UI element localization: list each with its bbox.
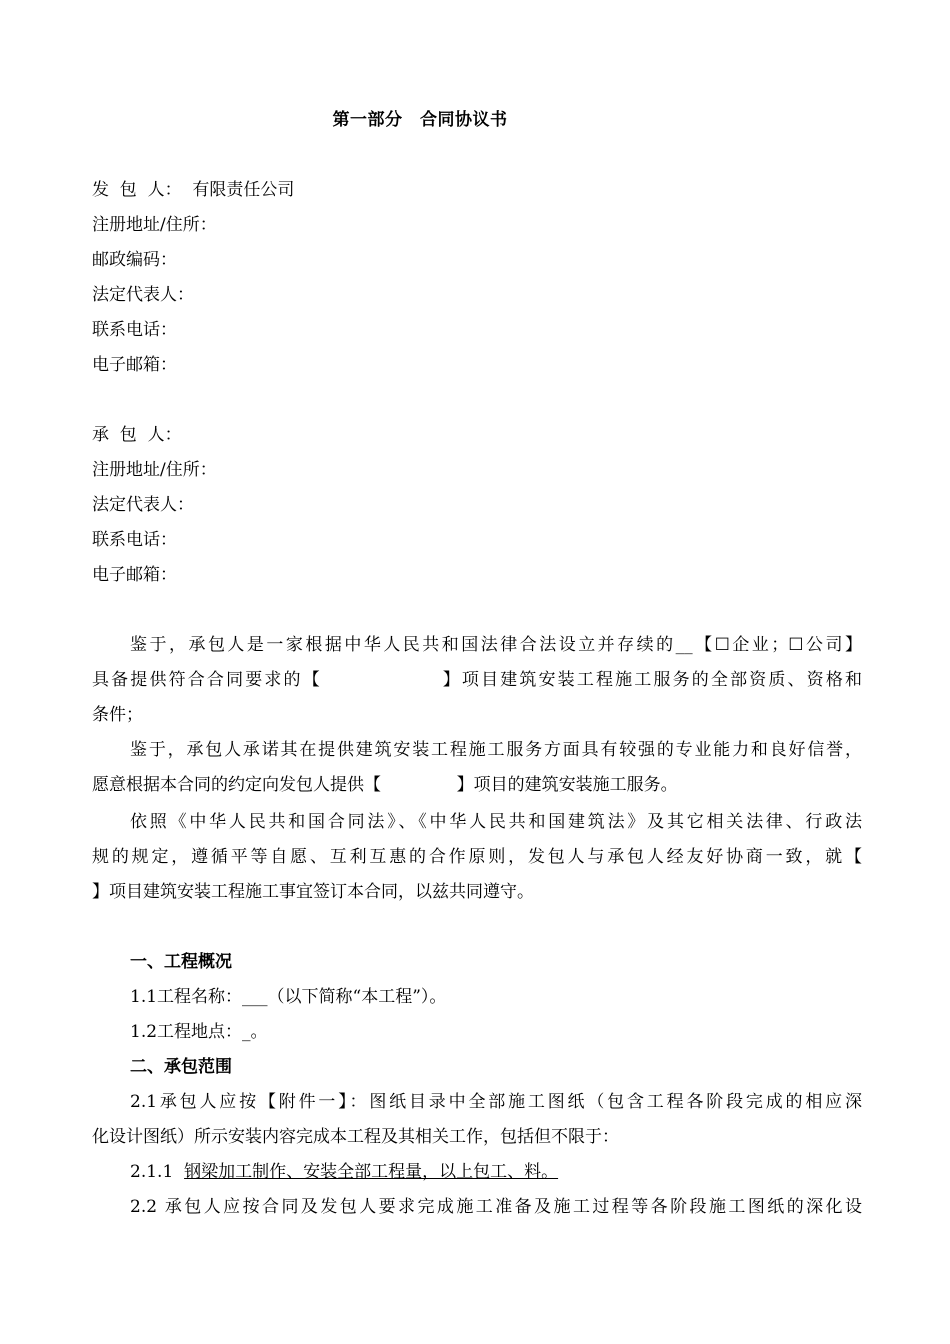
employer-phone-label: 联系电话： [92, 320, 177, 340]
employer-email-label: 电子邮箱： [92, 355, 177, 375]
recital-3-line-1: 依照《中华人民共和国合同法》、《中华人民共和国建筑法》及其它相关法律、行政法 [130, 812, 862, 832]
section-1-item-2: 1.2工程地点：_。 [130, 1022, 268, 1042]
section-1-item-1: 1.1工程名称：___（以下简称“本工程”）。 [130, 987, 447, 1007]
employer-legal-rep-label: 法定代表人： [92, 285, 194, 305]
section-2-item-2-line-1: 2.2 承包人应按合同及发包人要求完成施工准备及施工过程等各阶段施工图纸的深化设 [130, 1197, 862, 1217]
contractor-name-line: 承 包 人： [92, 425, 182, 445]
recital-2-line-2: 愿意根据本合同的约定向发包人提供【 】项目的建筑安装施工服务。 [92, 775, 678, 795]
contractor-legal-rep-label: 法定代表人： [92, 495, 194, 515]
recital-3-line-2: 规的规定，遵循平等自愿、互利互惠的合作原则，发包人与承包人经友好协商一致，就【 [92, 847, 862, 867]
recital-3-line-3: 】项目建筑安装工程施工事宜签订本合同，以兹共同遵守。 [92, 882, 534, 902]
section-2-item-1-1-text: 钢梁加工制作、安装全部工程量，以上包工、料。 [184, 1162, 559, 1182]
employer-name-line: 发 包 人： 有限责任公司 [92, 180, 295, 200]
employer-postcode-label: 邮政编码： [92, 250, 177, 270]
section-2-item-1-line-1: 2.1承包人应按【附件一】：图纸目录中全部施工图纸（包含工程各阶段完成的相应深 [130, 1092, 862, 1112]
section-2-item-1-1 [130, 1160, 558, 1184]
section-2-heading: 二、承包范围 [130, 1057, 232, 1077]
section-1-heading: 一、工程概况 [130, 952, 232, 972]
document-title: 第一部分 合同协议书 [332, 110, 508, 130]
section-2-item-1-line-2: 化设计图纸）所示安装内容完成本工程及其相关工作，包括但不限于： [92, 1127, 619, 1147]
contractor-phone-label: 联系电话： [92, 530, 177, 550]
contractor-email-label: 电子邮箱： [92, 565, 177, 585]
section-2-item-1-1-number: 2.1.1 [130, 1162, 185, 1182]
contractor-address-label: 注册地址/住所： [92, 460, 217, 480]
recital-1-line-3: 条件； [92, 705, 143, 725]
recital-2-line-1: 鉴于，承包人承诺其在提供建筑安装工程施工服务方面具有较强的专业能力和良好信誉， [130, 740, 862, 760]
recital-1-line-2: 具备提供符合合同要求的【 】项目建筑安装工程施工服务的全部资质、资格和 [92, 670, 862, 690]
recital-1-line-1: 鉴于，承包人是一家根据中华人民共和国法律合法设立并存续的__【☐企业；☐公司】 [130, 635, 862, 655]
employer-address-label: 注册地址/住所： [92, 215, 217, 235]
